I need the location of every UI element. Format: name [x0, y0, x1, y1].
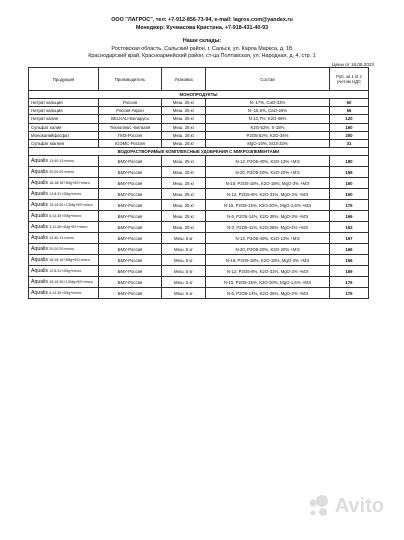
product-cell: Нитрат калия — [29, 115, 99, 123]
section-row-complex — [29, 148, 369, 156]
product-brand: Aqualis — [31, 257, 49, 264]
price-table — [28, 67, 369, 299]
pack-cell: Меш. 5 кг — [162, 277, 206, 288]
pack-cell: Меш. 25 кг — [162, 211, 206, 222]
pack-cell: Меш. 5 кг — [162, 255, 206, 266]
maker-cell: БМУ-Россия — [99, 277, 162, 288]
pack-cell: Меш. 5 кг — [162, 266, 206, 277]
price-cell: 120 — [330, 115, 369, 123]
pack-cell: Меш. 25 кг — [162, 178, 206, 189]
maker-cell: БМУ-Россия — [99, 156, 162, 167]
maker-cell: Россия-Акрон — [99, 107, 162, 115]
pack-cell: Меш. 25 кг — [162, 99, 206, 107]
product-brand: Aqualis — [31, 268, 49, 275]
product-cell — [29, 222, 99, 233]
pack-cell: Меш. 25 кг — [162, 107, 206, 115]
avito-logo-icon — [307, 494, 331, 518]
composition-cell: K2O-52%, S-18% — [206, 123, 330, 131]
product-formula: 6:14:35+2Mg+micro — [49, 214, 82, 219]
product-formula: 6:14:35+2Mg+micro — [49, 291, 82, 296]
product-formula: 3:11:38+4Mg+5S+micro — [49, 225, 88, 230]
product-brand: Aqualis — [31, 158, 49, 165]
composition-cell: N-12, P2O5-8%, K2O-31%, MgO-2% +МЭ — [206, 266, 330, 277]
table-row — [29, 167, 369, 178]
composition-cell: N-18, P2O5-18%, K2O-18%, MgO-3% +МЭ — [206, 178, 330, 189]
product-brand: Aqualis — [31, 169, 49, 176]
col-header-product: Продукция — [29, 68, 99, 91]
maker-cell: БМУ-Россия — [99, 178, 162, 189]
product-brand: Aqualis — [31, 246, 49, 253]
col-header-composition: Состав — [206, 68, 330, 91]
product-formula: 12:8:31+2Mg+micro — [49, 192, 82, 197]
price-cell: 31 — [330, 139, 369, 147]
pack-cell: Меш. 5 кг — [162, 244, 206, 255]
composition-cell: N-6, P2O5-14%, K2O-35%, MgO-2% +МЭ — [206, 288, 330, 299]
product-brand: Aqualis — [31, 235, 49, 242]
pack-cell: Меш. 25 кг — [162, 200, 206, 211]
product-cell — [29, 211, 99, 222]
price-cell: 176 — [330, 200, 369, 211]
price-cell: 160 — [330, 123, 369, 131]
product-cell — [29, 277, 99, 288]
table-row — [29, 139, 369, 147]
product-formula: 13:40:13+micro — [49, 236, 75, 241]
pack-cell: Меш. 5 кг — [162, 233, 206, 244]
composition-cell: N- 17%, CaO-33% — [206, 99, 330, 107]
product-brand: Aqualis — [31, 224, 49, 231]
price-cell: 160 — [330, 178, 369, 189]
pack-cell: Меш. 25 кг — [162, 131, 206, 139]
manager-line: Менеджер: Кучмасова Кристина, +7-918-431-40-93 — [135, 25, 269, 31]
product-formula: 15:15:30+1,5Mg+5S+micro — [49, 280, 93, 285]
maker-cell: Россия — [99, 99, 162, 107]
product-brand: Aqualis — [31, 290, 49, 297]
product-cell — [29, 288, 99, 299]
table-row — [29, 222, 369, 233]
price-cell: 180 — [330, 156, 369, 167]
table-row — [29, 277, 369, 288]
table-row — [29, 107, 369, 115]
product-formula: 20:20:20+micro — [49, 170, 75, 175]
price-cell: 176 — [330, 277, 369, 288]
table-row — [29, 288, 369, 299]
maker-cell: ГМЗ-Россия — [99, 131, 162, 139]
composition-cell: N-13,7%; K2O-46% — [206, 115, 330, 123]
pack-cell: Меш. 25 кг — [162, 189, 206, 200]
table-row — [29, 266, 369, 277]
product-cell — [29, 255, 99, 266]
col-header-price: Руб. за 1 кг с учетом НДС — [330, 68, 369, 91]
product-cell — [29, 200, 99, 211]
price-cell: 166 — [330, 211, 369, 222]
composition-cell: N-20, P2O5-20%, K2O-20% +МЭ — [206, 244, 330, 255]
product-brand: Aqualis — [31, 202, 49, 209]
composition-cell: N-20, P2O5-20%, K2O-20% +МЭ — [206, 167, 330, 178]
composition-cell: N-6, P2O5-14%, K2O-35%, MgO-2% +МЭ — [206, 211, 330, 222]
price-cell: 158 — [330, 167, 369, 178]
price-date: Цены от 16.05.2023 — [332, 62, 374, 67]
product-formula: 13:40:13+micro — [49, 159, 75, 164]
pack-cell: Меш. 25 кг — [162, 115, 206, 123]
composition-cell: N-12, P2O5-8%, K2O-31%, MgO-2% +МЭ — [206, 189, 330, 200]
maker-cell: БМУ-Россия — [99, 200, 162, 211]
pack-cell: Меш. 25 кг — [162, 139, 206, 147]
product-brand: Aqualis — [31, 180, 49, 187]
composition-cell: N-15, P2O5-15%, K2O-30%, MgO-1,5% +МЭ — [206, 277, 330, 288]
watermark-text: Avito — [334, 494, 384, 517]
composition-cell: N-18, P2O5-18%, K2O-18%, MgO-3% +МЭ — [206, 255, 330, 266]
maker-cell: БМУ-Россия — [99, 167, 162, 178]
product-cell — [29, 266, 99, 277]
table-row — [29, 211, 369, 222]
composition-cell: N- 15,5%, CaO-26% — [206, 107, 330, 115]
price-cell: 197 — [330, 233, 369, 244]
avito-watermark — [307, 494, 384, 518]
table-header-row — [29, 68, 369, 91]
maker-cell: БМУ-Россия — [99, 266, 162, 277]
table-row — [29, 156, 369, 167]
composition-cell: N-3, P2O5-11%, K2O-38%, MgO-4% +МЭ — [206, 222, 330, 233]
product-cell — [29, 244, 99, 255]
maker-cell: BELKALI-Беларусь — [99, 115, 162, 123]
col-header-maker: Производитель — [99, 68, 162, 91]
section-title: МОНОПРОДУКТЫ — [29, 91, 369, 99]
product-brand: Aqualis — [31, 191, 49, 198]
table-row — [29, 178, 369, 189]
price-cell: 60 — [330, 99, 369, 107]
composition-cell: P2O5-52%, K2O-34% — [206, 131, 330, 139]
price-cell: 200 — [330, 131, 369, 139]
table-row — [29, 233, 369, 244]
price-cell: 56 — [330, 107, 369, 115]
composition-cell: N-13, P2O5-40%, K2O-13% +МЭ — [206, 156, 330, 167]
table-row — [29, 115, 369, 123]
product-cell — [29, 156, 99, 167]
product-cell: Монокалийфосфат — [29, 131, 99, 139]
price-cell: 166 — [330, 255, 369, 266]
company-line: ООО "ЛАГРОС", тел: +7-912-856-73-94, e-mail: lagros.com@yandex.ru — [111, 17, 293, 23]
table-row — [29, 123, 369, 131]
product-cell: Сульфат калия — [29, 123, 99, 131]
warehouse-2: Краснодарский край, Красноармейский район, ст-ца Полтавская, ул. Народная, д. 4, стр. 1 — [88, 53, 316, 59]
product-formula: 20:20:20+micro — [49, 247, 75, 252]
product-cell: Нитрат кальция — [29, 107, 99, 115]
maker-cell: БМУ-Россия — [99, 211, 162, 222]
pack-cell: Меш. 25 кг — [162, 123, 206, 131]
product-formula: 15:15:30+1,5Mg+5S+micro — [49, 203, 93, 208]
product-cell: Сульфат магния — [29, 139, 99, 147]
maker-cell: БМУ-Россия — [99, 222, 162, 233]
table-row — [29, 131, 369, 139]
table-row — [29, 189, 369, 200]
product-brand: Aqualis — [31, 279, 49, 286]
product-cell — [29, 233, 99, 244]
warehouse-1: Ростовская область, Сальский район, г. Сальск, ул. Карла Маркса, д. 1Б — [111, 46, 293, 52]
table-row — [29, 255, 369, 266]
product-formula: 12:8:31+2Mg+micro — [49, 269, 82, 274]
composition-cell: N-15, P2O5-15%, K2O-30%, MgO-1,5% +МЭ — [206, 200, 330, 211]
pack-cell: Меш. 25 кг — [162, 222, 206, 233]
price-cell: 160 — [330, 189, 369, 200]
product-cell — [29, 189, 99, 200]
section-row-mono — [29, 91, 369, 99]
table-row — [29, 99, 369, 107]
maker-cell: Техноплюс -Бельгия — [99, 123, 162, 131]
pack-cell: Меш. 5 кг — [162, 288, 206, 299]
pack-cell: Меш. 25 кг — [162, 156, 206, 167]
price-cell: 169 — [330, 266, 369, 277]
maker-cell: БМУ-Россия — [99, 233, 162, 244]
section-title: ВОДОРАСТВОРИМЫЕ КОМПЛЕКСНЫЕ УДОБРЕНИЯ С МИКРОЭЛЕМЕНТАМИ — [29, 148, 369, 156]
price-cell: 166 — [330, 244, 369, 255]
maker-cell: БМУ-Россия — [99, 244, 162, 255]
product-cell — [29, 167, 99, 178]
table-row — [29, 200, 369, 211]
product-cell — [29, 178, 99, 189]
product-formula: 18:18:18+3Mg+6S+micro — [49, 181, 90, 186]
product-cell: Нитрат кальция — [29, 99, 99, 107]
composition-cell: MgO-16%, SO3-32% — [206, 139, 330, 147]
maker-cell: БМУ-Россия — [99, 255, 162, 266]
maker-cell: БМУ-Россия — [99, 189, 162, 200]
price-cell: 163 — [330, 222, 369, 233]
composition-cell: N-13, P2O5-40%, K2O-13% +МЭ — [206, 233, 330, 244]
maker-cell: БМУ-Россия — [99, 288, 162, 299]
price-cell: 176 — [330, 288, 369, 299]
warehouses-title: Наши склады: — [182, 38, 222, 44]
maker-cell: ЮЭМС-Россия — [99, 139, 162, 147]
product-brand: Aqualis — [31, 213, 49, 220]
table-row — [29, 244, 369, 255]
pack-cell: Меш. 25 кг — [162, 167, 206, 178]
product-formula: 18:18:18+3Mg+6S+micro — [49, 258, 90, 263]
col-header-pack: Упаковка — [162, 68, 206, 91]
